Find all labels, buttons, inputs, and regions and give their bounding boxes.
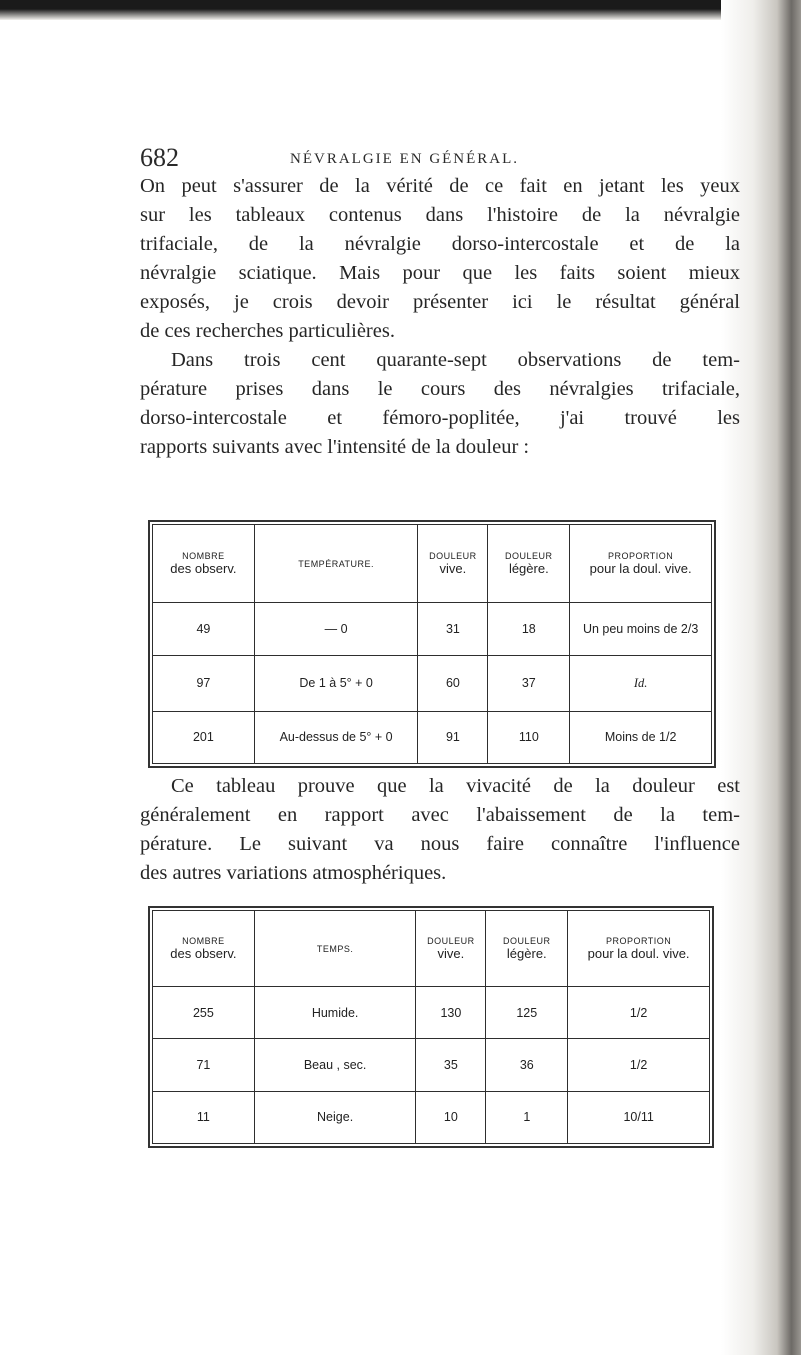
text-line: Ce tableau prouve que la vivacité de la douleur est <box>171 775 740 797</box>
text-line: de ces recherches particulières. <box>140 320 395 342</box>
table-header-row <box>153 525 712 603</box>
cell-light: 18 <box>488 603 570 656</box>
running-head: NÉVRALGIE EN GÉNÉRAL. <box>290 151 520 167</box>
table-row <box>153 1091 710 1143</box>
text-line: sur les tableaux contenus dans l'histoire de la névralgie <box>140 204 740 226</box>
table-temperature <box>152 524 712 764</box>
cell-count: 255 <box>153 987 255 1039</box>
cell-weather: Humide. <box>254 987 416 1039</box>
text-line: On peut s'assurer de la vérité de ce fait en jetant les yeux <box>140 175 740 197</box>
header-temperature: TEMPÉRATURE. <box>254 525 418 603</box>
header-sharp-pain: DOULEUR vive. <box>416 911 486 987</box>
text-line: dorso-intercostale et fémoro-poplitée, j'ai trouvé les <box>140 407 740 429</box>
table-weather <box>152 910 710 1144</box>
page-header <box>140 143 760 173</box>
cell-light: 110 <box>488 711 570 764</box>
text-line: des autres variations atmosphériques. <box>140 862 447 884</box>
text-line: généralement en rapport avec l'abaissement de la tem- <box>140 804 740 826</box>
cell-proportion: Un peu moins de 2/3 <box>570 603 712 656</box>
table-row <box>153 1039 710 1091</box>
text-line: névralgie sciatique. Mais pour que les faits soient mieux <box>140 262 740 284</box>
cell-proportion: 1/2 <box>568 1039 710 1091</box>
table-row <box>153 987 710 1039</box>
cell-proportion: 1/2 <box>568 987 710 1039</box>
cell-count: 71 <box>153 1039 255 1091</box>
table-row <box>153 655 712 711</box>
cell-light: 125 <box>486 987 568 1039</box>
paragraph-1 <box>140 172 740 346</box>
cell-weather: Neige. <box>254 1091 416 1143</box>
cell-count: 11 <box>153 1091 255 1143</box>
cell-count: 49 <box>153 603 255 656</box>
header-light-pain: DOULEUR légère. <box>486 911 568 987</box>
cell-sharp: 35 <box>416 1039 486 1091</box>
cell-sharp: 31 <box>418 603 488 656</box>
header-weather: TEMPS. <box>254 911 416 987</box>
cell-sharp: 10 <box>416 1091 486 1143</box>
header-proportion: PROPORTION pour la doul. vive. <box>568 911 710 987</box>
text-line: rapports suivants avec l'intensité de la douleur : <box>140 436 530 458</box>
header-count: NOMBRE des observ. <box>153 525 255 603</box>
paragraph-3 <box>140 772 740 888</box>
cell-light: 36 <box>486 1039 568 1091</box>
cell-sharp: 130 <box>416 987 486 1039</box>
cell-proportion: 10/11 <box>568 1091 710 1143</box>
text-line: trifaciale, de la névralgie dorso-intercostale et de la <box>140 233 740 255</box>
header-light-pain: DOULEUR légère. <box>488 525 570 603</box>
cell-count: 97 <box>153 655 255 711</box>
text-line: exposés, je crois devoir présenter ici le résultat général <box>140 291 740 313</box>
cell-sharp: 91 <box>418 711 488 764</box>
table-row <box>153 711 712 764</box>
cell-proportion: Id. <box>570 655 712 711</box>
paragraph-2 <box>140 346 740 462</box>
text-line: Dans trois cent quarante-sept observations de tem- <box>171 349 740 371</box>
cell-sharp: 60 <box>418 655 488 711</box>
cell-temperature: De 1 à 5° + 0 <box>254 655 418 711</box>
cell-temperature: Au-dessus de 5° + 0 <box>254 711 418 764</box>
cell-proportion: Moins de 1/2 <box>570 711 712 764</box>
text-line: pérature prises dans le cours des névralgies trifaciale, <box>140 378 740 400</box>
header-proportion: PROPORTION pour la doul. vive. <box>570 525 712 603</box>
header-sharp-pain: DOULEUR vive. <box>418 525 488 603</box>
header-count: NOMBRE des observ. <box>153 911 255 987</box>
cell-weather: Beau , sec. <box>254 1039 416 1091</box>
text-line: pérature. Le suivant va nous faire connaître l'influence <box>140 833 740 855</box>
cell-light: 37 <box>488 655 570 711</box>
table-header-row <box>153 911 710 987</box>
cell-count: 201 <box>153 711 255 764</box>
cell-temperature: — 0 <box>254 603 418 656</box>
cell-light: 1 <box>486 1091 568 1143</box>
page-number: 682 <box>140 143 179 172</box>
table-row <box>153 603 712 656</box>
